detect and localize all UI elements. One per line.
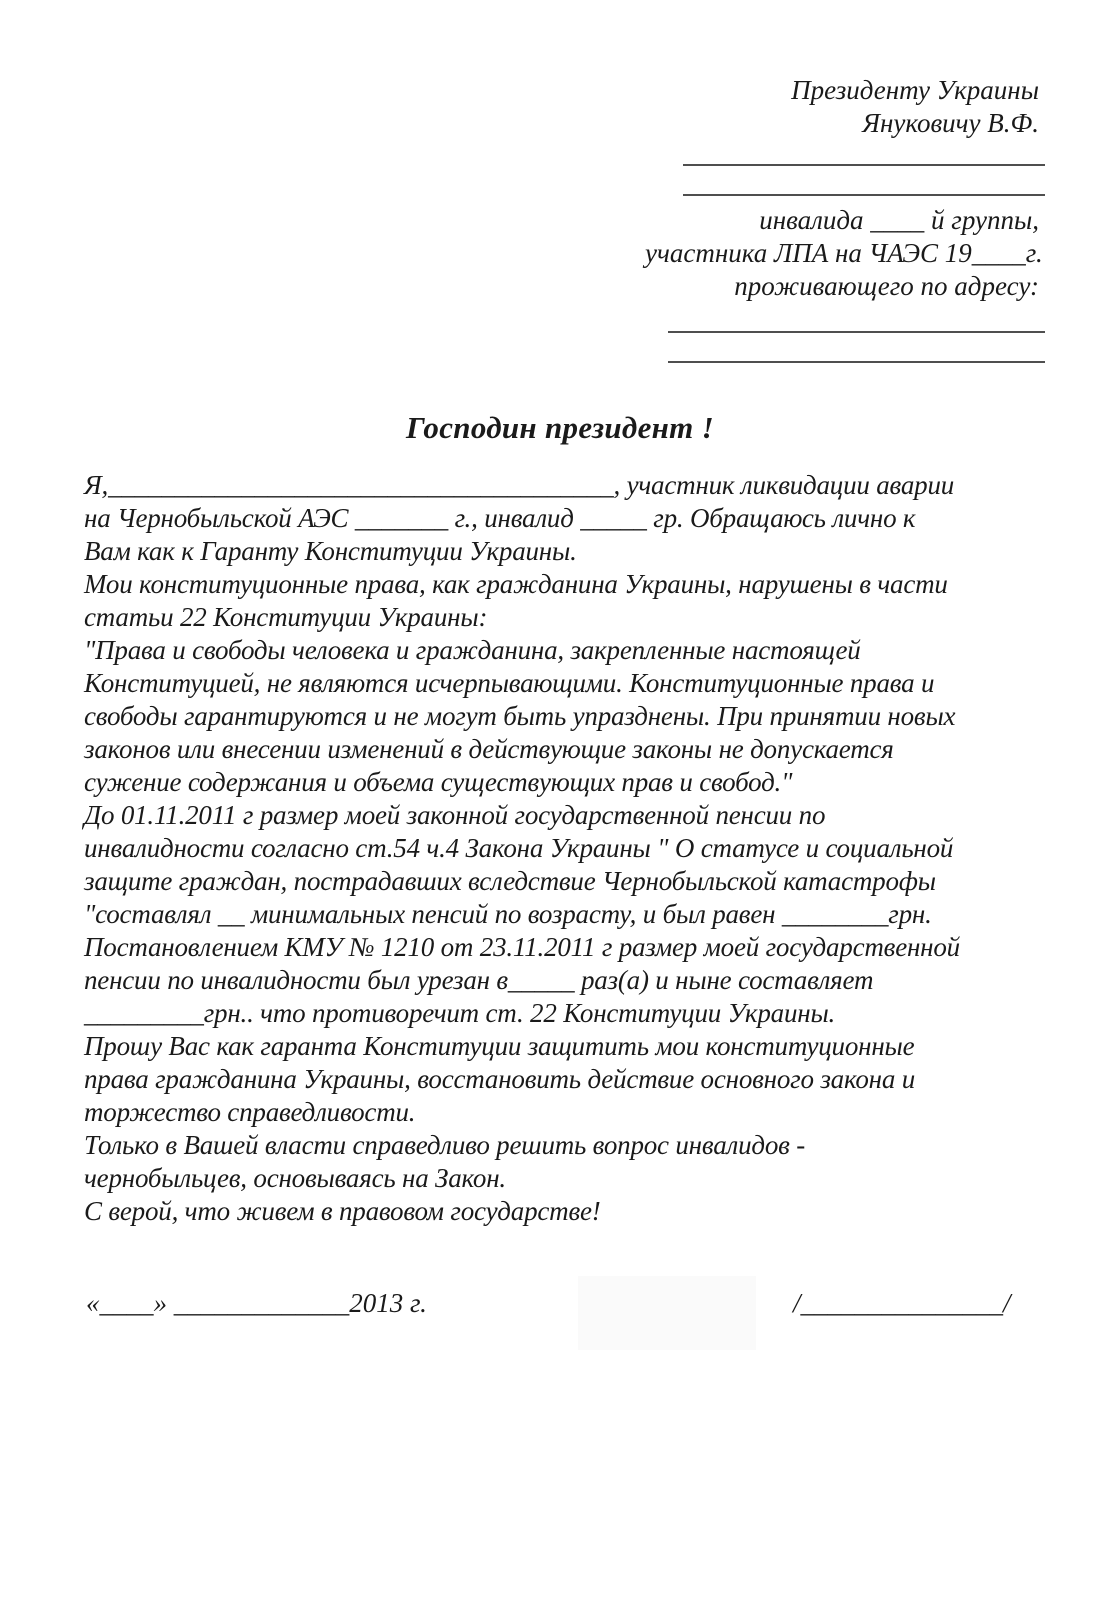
body-line: права гражданина Украины, восстановить действие основного закона и	[84, 1064, 916, 1094]
body-line: инвалидности согласно ст.54 ч.4 Закона Украины " О статусе и социальной	[84, 833, 954, 863]
blank-underline-name	[683, 164, 1045, 166]
body-line: свободы гарантируются и не могут быть упразднены. При принятии новых	[84, 701, 956, 731]
body-line: Мои конституционные права, как гражданина Украины, нарушены в части	[84, 569, 948, 599]
salutation-title: Господин президент !	[406, 410, 714, 445]
blank-underline-address	[668, 331, 1045, 333]
body-line: сужение содержания и объема существующих прав и свобод."	[84, 767, 793, 797]
addressee-line: Януковичу В.Ф.	[862, 108, 1039, 138]
sender-line: участника ЛПА на ЧАЭС 19____г.	[645, 238, 1043, 268]
body-line: чернобыльцев, основываясь на Закон.	[84, 1163, 506, 1193]
date-blank-line: «____» _____________2013 г.	[86, 1288, 427, 1318]
header-block	[645, 74, 1045, 363]
body-line: Конституцией, не являются исчерпывающими. Конституционные права и	[84, 668, 935, 698]
body-line: на Чернобыльской АЭС _______ г., инвалид _____ гр. Обращаюсь лично к	[84, 503, 916, 533]
body-line: статьи 22 Конституции Украины:	[84, 602, 488, 632]
body-line: Постановлением КМУ № 1210 от 23.11.2011 г размер моей государственной	[84, 932, 960, 962]
body-line: защите граждан, пострадавших вследствие Чернобыльской катастрофы	[84, 866, 936, 896]
body-line: "Права и свободы человека и гражданина, закрепленные настоящей	[84, 635, 861, 665]
body-line: "составлял __ минимальных пенсий по возрасту, и был равен ________грн.	[84, 899, 932, 929]
signature-blank-line: /_______________/	[793, 1288, 1011, 1318]
body-line: С верой, что живем в правовом государстве!	[84, 1196, 601, 1226]
faded-stamp-area	[578, 1276, 756, 1350]
body-line: пенсии по инвалидности был урезан в_____ раз(а) и ныне составляет	[84, 965, 874, 995]
body-line: Только в Вашей власти справедливо решить вопрос инвалидов -	[84, 1130, 805, 1160]
blank-underline-address	[668, 361, 1045, 363]
blank-underline-name	[683, 194, 1045, 196]
sender-line: инвалида ____ й группы,	[759, 205, 1039, 235]
body-line: законов или внесении изменений в действующие законы не допускается	[84, 734, 894, 764]
body-line: Прошу Вас как гаранта Конституции защитить мои конституционные	[84, 1031, 915, 1061]
body-line: торжество справедливости.	[84, 1097, 416, 1127]
addressee-line: Президенту Украины	[791, 75, 1039, 105]
sender-line: проживающего по адресу:	[734, 271, 1039, 301]
body-line: Я,______________________________________, участник ликвидации аварии	[84, 470, 955, 500]
letter-body	[84, 469, 1059, 1228]
body-line: _________грн.. что противоречит ст. 22 Конституции Украины.	[84, 998, 836, 1028]
body-line: До 01.11.2011 г размер моей законной государственной пенсии по	[84, 800, 826, 830]
body-line: Вам как к Гаранту Конституции Украины.	[84, 536, 577, 566]
